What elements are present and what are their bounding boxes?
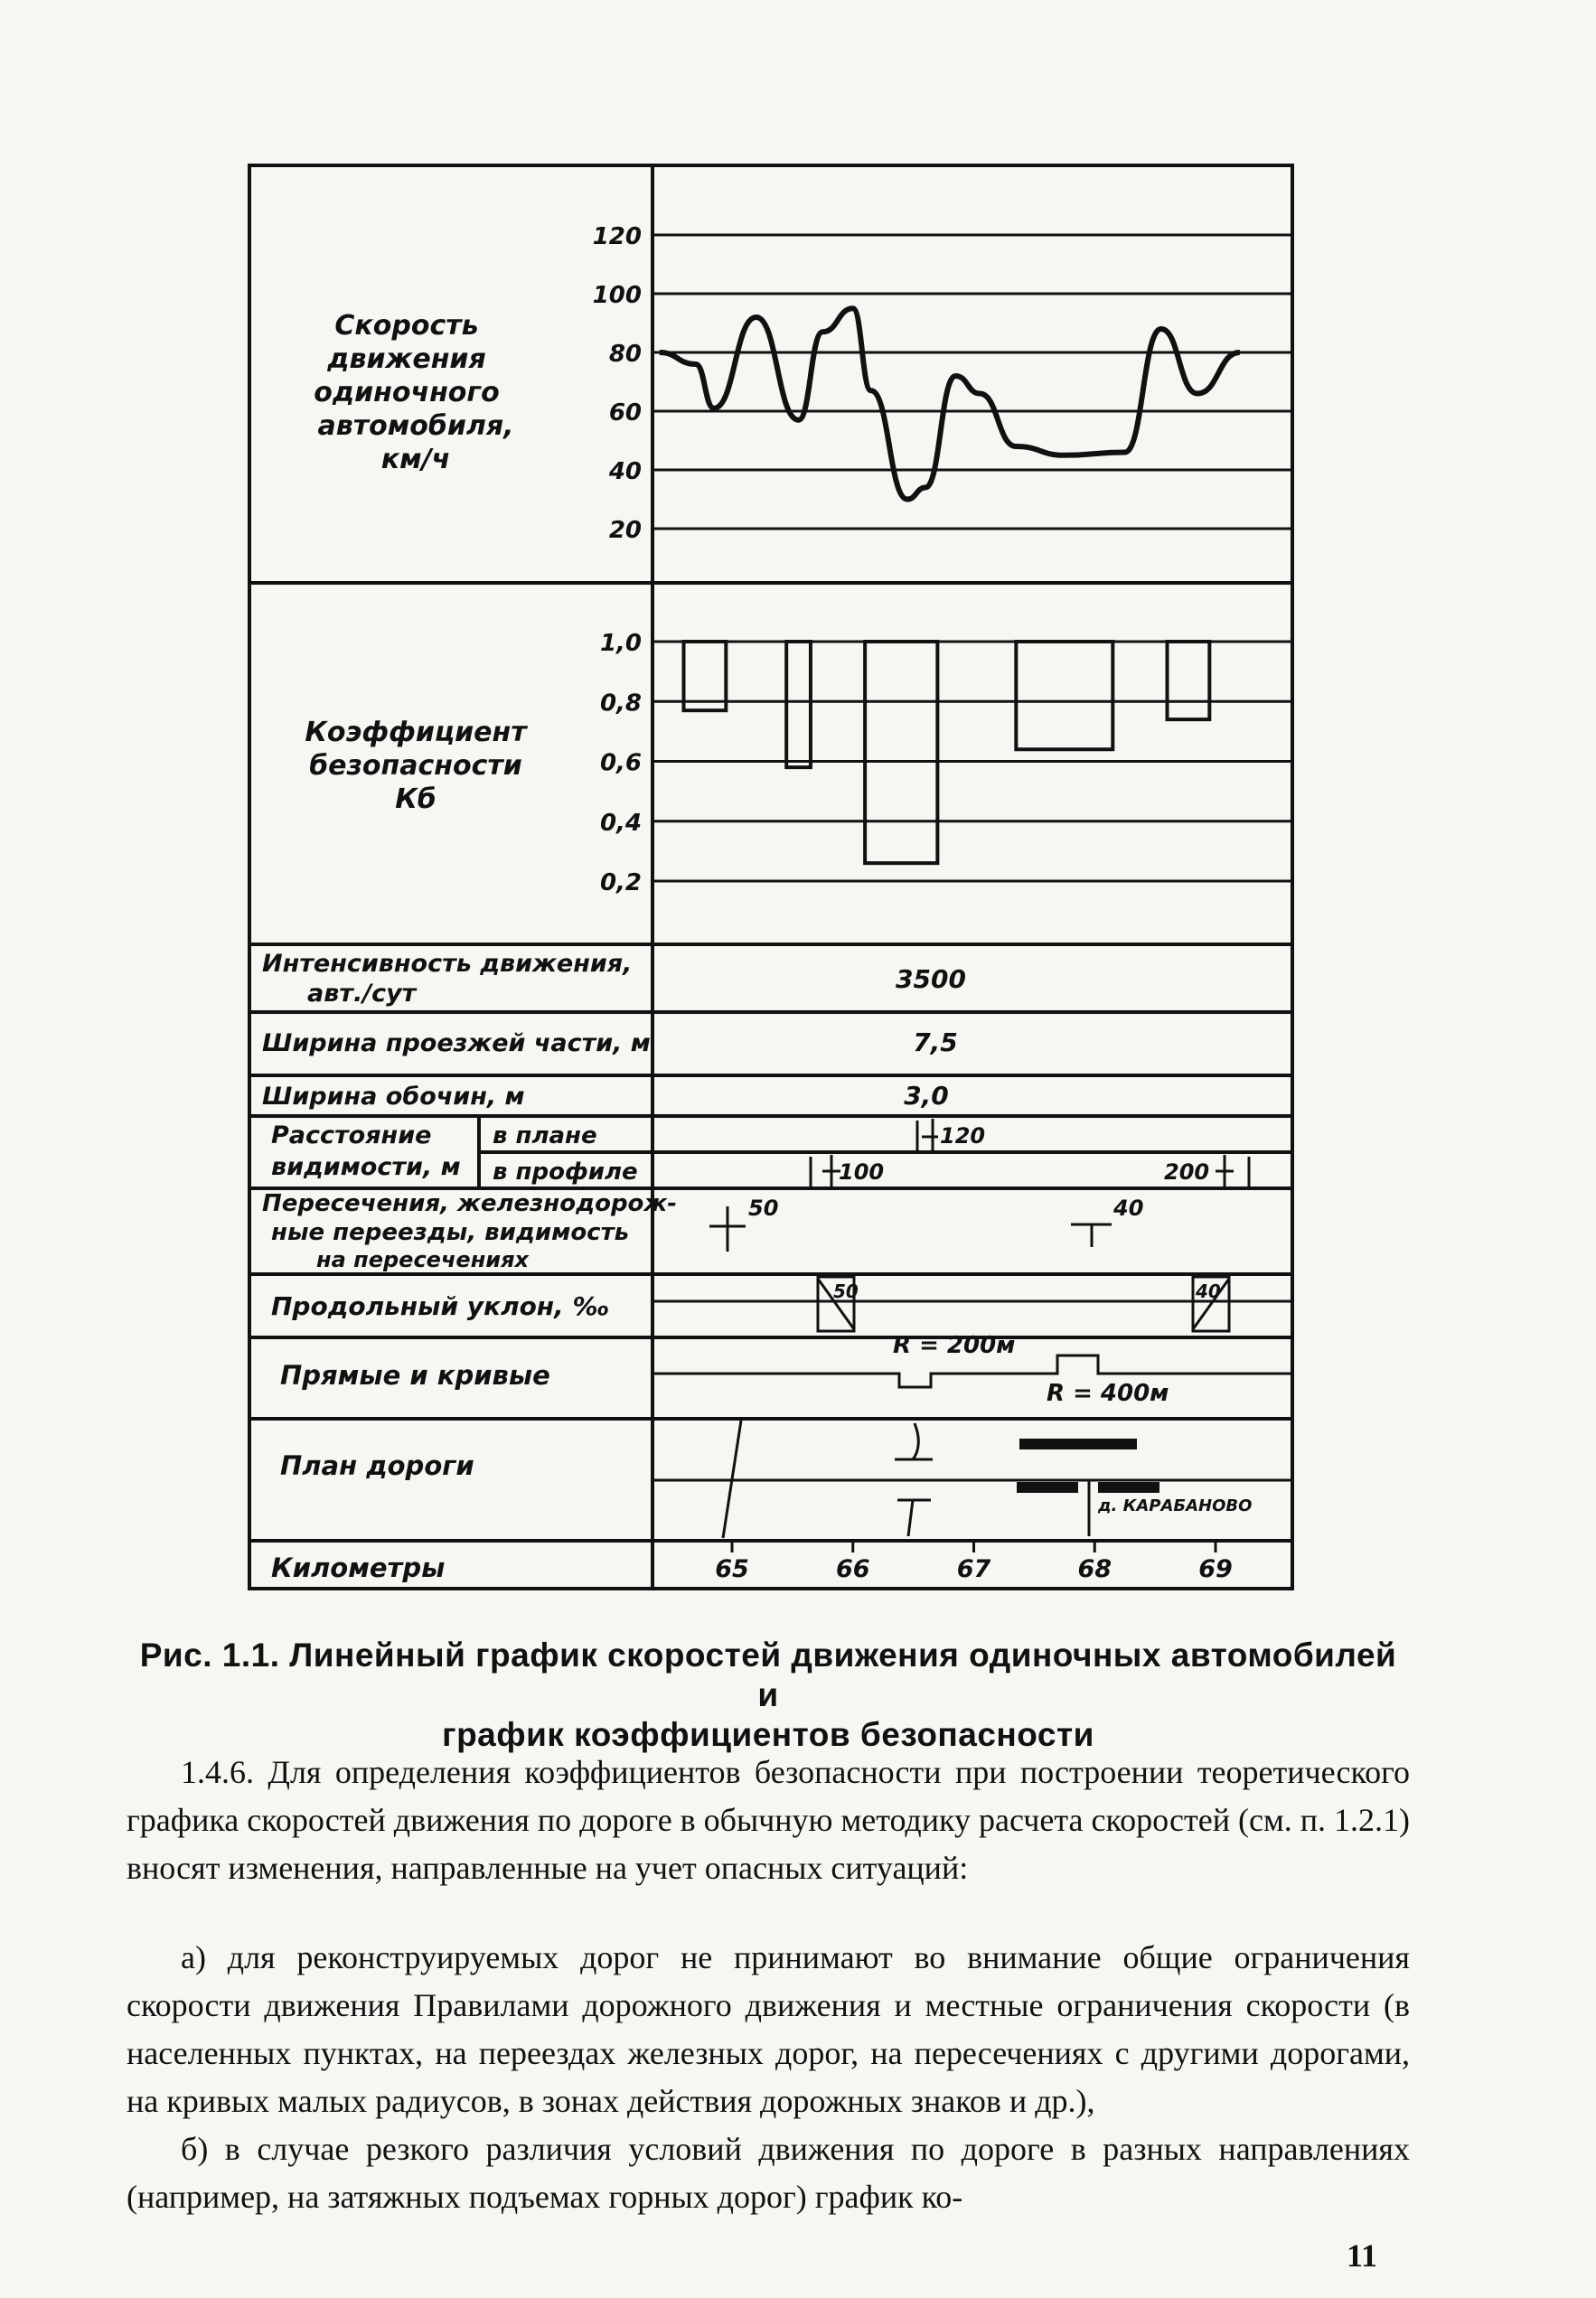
speed-axis [593,223,642,544]
plan-junction-bottom [897,1500,931,1536]
paragraph-a: а) для реконструируемых дорог не принимают во внимание общие ограничения скорости движения Правилами дорожного движения и местные ограничения скорости (в населенных пунктах, на переездах железных дорог, на пересечениях с другими дорогами, на кривых малых радиусов, в зонах действия дорожных знаков и др.), [127,1939,1410,2119]
grade-left-value: 50 [833,1280,859,1302]
plan-building-3 [1098,1482,1159,1493]
visibility-plan-label: в плане [493,1122,597,1149]
traffic-label-1: Интенсивность движения, [262,950,633,978]
speed-tick-label: 100 [592,282,642,309]
safety-bar [1168,642,1210,719]
curve-2-label: R = 400м [1047,1380,1169,1407]
km-tick-label: 68 [1077,1555,1113,1583]
km-label: Километры [271,1552,446,1583]
grade-label: Продольный уклон, ‰ [271,1291,610,1321]
paragraph-b: б) в случае резкого различия условий движения по дороге в разных направлениях (например, на затяжных подъемах горных дорог) график ко- [127,2131,1410,2215]
safety-tick-label: 0,6 [599,749,642,777]
plan-building-1 [1019,1439,1137,1449]
page-number: 11 [1347,2237,1378,2274]
speed-label-2: движения [327,343,486,375]
plan-building-2 [1017,1482,1078,1493]
visibility-profile-value-right: 200 [1164,1159,1210,1185]
speed-label-3: одиночного [314,377,500,408]
safety-bar [1016,642,1113,749]
safety-bars [684,642,1210,863]
curves-label: Прямые и кривые [280,1360,550,1391]
speed-label-5: км/ч [380,444,451,475]
paragraph-1-4-6: 1.4.6. Для определения коэффициентов безопасности при построении теоретического графика скоростей движения по дороге в обычную методику расчета скоростей (см. п. 1.2.1) вносят изменения, направленные на учет опасных ситуаций: [127,1754,1410,1886]
safety-bar [865,642,937,863]
traffic-label-2: авт./сут [307,980,417,1008]
village-label: д. КАРАБАНОВО [1098,1496,1253,1515]
grade-right-value: 40 [1196,1280,1221,1302]
speed-label-1: Скорость [334,310,479,342]
crossings-label-2: ные переезды, видимость [271,1219,630,1246]
km-tick-label: 67 [956,1555,991,1583]
safety-grid [652,642,1292,881]
km-axis [715,1541,1233,1583]
safety-tick-label: 0,2 [599,869,642,896]
crossings-label-1: Пересечения, железнодорож- [262,1190,678,1217]
safety-axis [600,630,642,896]
safety-tick-label: 0,8 [599,689,642,718]
shoulder-label: Ширина обочин, м [262,1083,525,1111]
km-tick-label: 66 [835,1555,870,1583]
safety-tick-label: 0,4 [599,809,642,837]
alignment-line [652,1355,1292,1387]
plan-junction-top [895,1423,933,1459]
visibility-plan-value: 120 [940,1123,986,1149]
km-tick-label: 65 [715,1555,749,1583]
carriageway-value: 7,5 [913,1027,958,1057]
speed-tick-label: 120 [592,223,642,250]
crossing-right-value: 40 [1113,1196,1144,1221]
safety-label-2: безопасности [309,750,522,782]
speed-tick-label: 40 [608,458,642,485]
traffic-value: 3500 [896,964,966,994]
caption-line-1: Рис. 1.1. Линейный график скоростей движения одиночных автомобилей и [139,1637,1397,1713]
speed-grid [652,235,1292,529]
visibility-profile-value-left: 100 [839,1159,885,1185]
speed-tick-label: 60 [608,399,642,427]
plan-label: План дороги [280,1450,474,1481]
shoulder-value: 3,0 [904,1081,949,1111]
speed-label-4: автомобиля, [317,410,514,442]
figure-caption [127,1636,1410,1755]
visibility-profile-label: в профиле [493,1158,638,1186]
crossing-left-value: 50 [748,1196,779,1221]
safety-label-3: Кб [395,783,437,815]
safety-label-1: Коэффициент [305,717,527,748]
safety-tick-label: 1,0 [599,630,642,657]
safety-bar [786,642,811,767]
visibility-label-2: видимости, м [271,1153,461,1181]
caption-line-2: график коэффициентов безопасности [442,1716,1094,1753]
speed-tick-label: 20 [608,517,642,544]
carriageway-label: Ширина проезжей части, м [262,1029,651,1057]
speed-tick-label: 80 [608,341,642,368]
km-tick-label: 69 [1198,1555,1233,1583]
crossings-label-3: на пересечениях [316,1247,529,1272]
curve-1-label: R = 200м [893,1332,1016,1359]
visibility-label-1: Расстояние [271,1121,432,1149]
